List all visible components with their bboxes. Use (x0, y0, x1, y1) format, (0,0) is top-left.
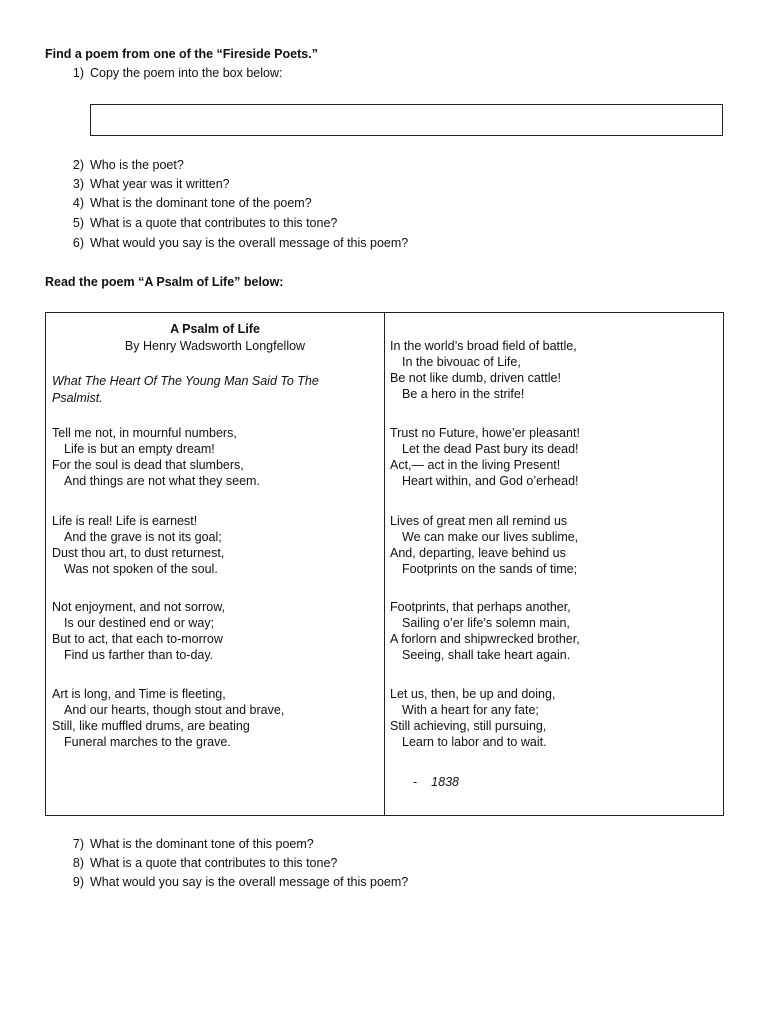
poem-line: Footprints, that perhaps another, (390, 600, 571, 614)
question-8 (61, 856, 337, 870)
stanza-left-1 (52, 425, 260, 489)
poem-line: Dust thou art, to dust returnest, (52, 546, 225, 560)
poem-line: With a heart for any fate; (402, 703, 539, 717)
poem-line: Life is real! Life is earnest! (52, 514, 198, 528)
poem-line: A forlorn and shipwrecked brother, (390, 632, 580, 646)
poem-line: Let us, then, be up and doing, (390, 687, 556, 701)
question-6 (61, 236, 408, 250)
question-number: 6) (72, 236, 84, 250)
poem-date: 1838 (431, 775, 459, 789)
poem-byline: By Henry Wadsworth Longfellow (124, 339, 306, 353)
question-number: 9) (72, 875, 84, 889)
question-number: 1) (72, 66, 84, 80)
question-5 (61, 216, 337, 230)
stanza-left-2 (52, 513, 224, 577)
poem-line: Let the dead Past bury its dead! (402, 442, 579, 456)
poem-answer-box[interactable] (90, 104, 723, 136)
poem-line: Find us farther than to-day. (64, 648, 214, 662)
question-4 (61, 196, 312, 210)
question-number: 7) (72, 837, 84, 851)
poem-line: Be not like dumb, driven cattle! (390, 371, 561, 385)
poem-line: Act,— act in the living Present! (390, 458, 561, 472)
poem-line: Be a hero in the strife! (402, 387, 525, 401)
stanza-left-3 (52, 599, 225, 663)
question-9 (61, 875, 408, 889)
poem-line: Heart within, and God o’erhead! (402, 474, 579, 488)
question-text: What is the dominant tone of this poem? (90, 837, 314, 851)
stanza-right-3 (390, 513, 578, 577)
poem-line: Footprints on the sands of time; (402, 562, 578, 576)
poem-line: Funeral marches to the grave. (64, 735, 231, 749)
poem-line: Lives of great men all remind us (390, 514, 568, 528)
question-number: 8) (72, 856, 84, 870)
poem-line: And, departing, leave behind us (390, 546, 566, 560)
poem-line: Trust no Future, howe’er pleasant! (390, 426, 580, 440)
poem-line: For the soul is dead that slumbers, (52, 458, 244, 472)
poem-line: Is our destined end or way; (64, 616, 215, 630)
question-number: 3) (72, 177, 84, 191)
question-text: What would you say is the overall message of this poem? (90, 236, 409, 250)
poem-line: Art is long, and Time is fleeting, (52, 687, 226, 701)
poem-line: Not enjoyment, and not sorrow, (52, 600, 226, 614)
question-text: What is a quote that contributes to this tone? (90, 856, 338, 870)
question-2 (61, 158, 184, 172)
poem-line: And our hearts, though stout and brave, (64, 703, 285, 717)
poem-line: And the grave is not its goal; (64, 530, 222, 544)
poem-title: A Psalm of Life (170, 322, 260, 336)
stanza-right-4 (390, 599, 580, 663)
question-number: 5) (72, 216, 84, 230)
poem-line: In the bivouac of Life, (402, 355, 521, 369)
poem-line: Learn to labor and to wait. (402, 735, 547, 749)
poem-line: Still, like muffled drums, are beating (52, 719, 250, 733)
question-text: What year was it written? (90, 177, 230, 191)
question-1 (61, 66, 282, 80)
question-text: What is the dominant tone of the poem? (90, 196, 312, 210)
stanza-right-5 (390, 686, 555, 750)
stanza-left-4 (52, 686, 284, 750)
poem-line: And things are not what they seem. (64, 474, 260, 488)
question-3 (61, 177, 230, 191)
stanza-right-1 (390, 338, 577, 402)
poem-line: Tell me not, in mournful numbers, (52, 426, 237, 440)
poem-line: But to act, that each to-morrow (52, 632, 223, 646)
stanza-right-2 (390, 425, 580, 489)
question-text: What is a quote that contributes to this tone? (90, 216, 338, 230)
question-number: 4) (72, 196, 84, 210)
column-divider (384, 312, 385, 816)
poem-line: Still achieving, still pursuing, (390, 719, 547, 733)
poem-date-line (413, 774, 459, 790)
date-dash: - (413, 775, 418, 789)
question-text: Copy the poem into the box below: (90, 66, 283, 80)
question-number: 2) (72, 158, 84, 172)
heading-fireside-poets: Find a poem from one of the “Fireside Poets.” (45, 47, 318, 61)
poem-line: We can make our lives sublime, (402, 530, 579, 544)
poem-subtitle-line: Psalmist. (52, 391, 103, 405)
poem-line: Seeing, shall take heart again. (402, 648, 571, 662)
poem-line: Sailing o’er life’s solemn main, (402, 616, 570, 630)
question-text: Who is the poet? (90, 158, 184, 172)
poem-line: Was not spoken of the soul. (64, 562, 218, 576)
poem-line: In the world’s broad field of battle, (390, 339, 577, 353)
heading-read-poem: Read the poem “A Psalm of Life” below: (45, 275, 284, 289)
poem-subtitle-line: What The Heart Of The Young Man Said To The (52, 374, 319, 388)
poem-line: Life is but an empty dream! (64, 442, 215, 456)
question-text: What would you say is the overall message of this poem? (90, 875, 409, 889)
question-7 (61, 837, 314, 851)
